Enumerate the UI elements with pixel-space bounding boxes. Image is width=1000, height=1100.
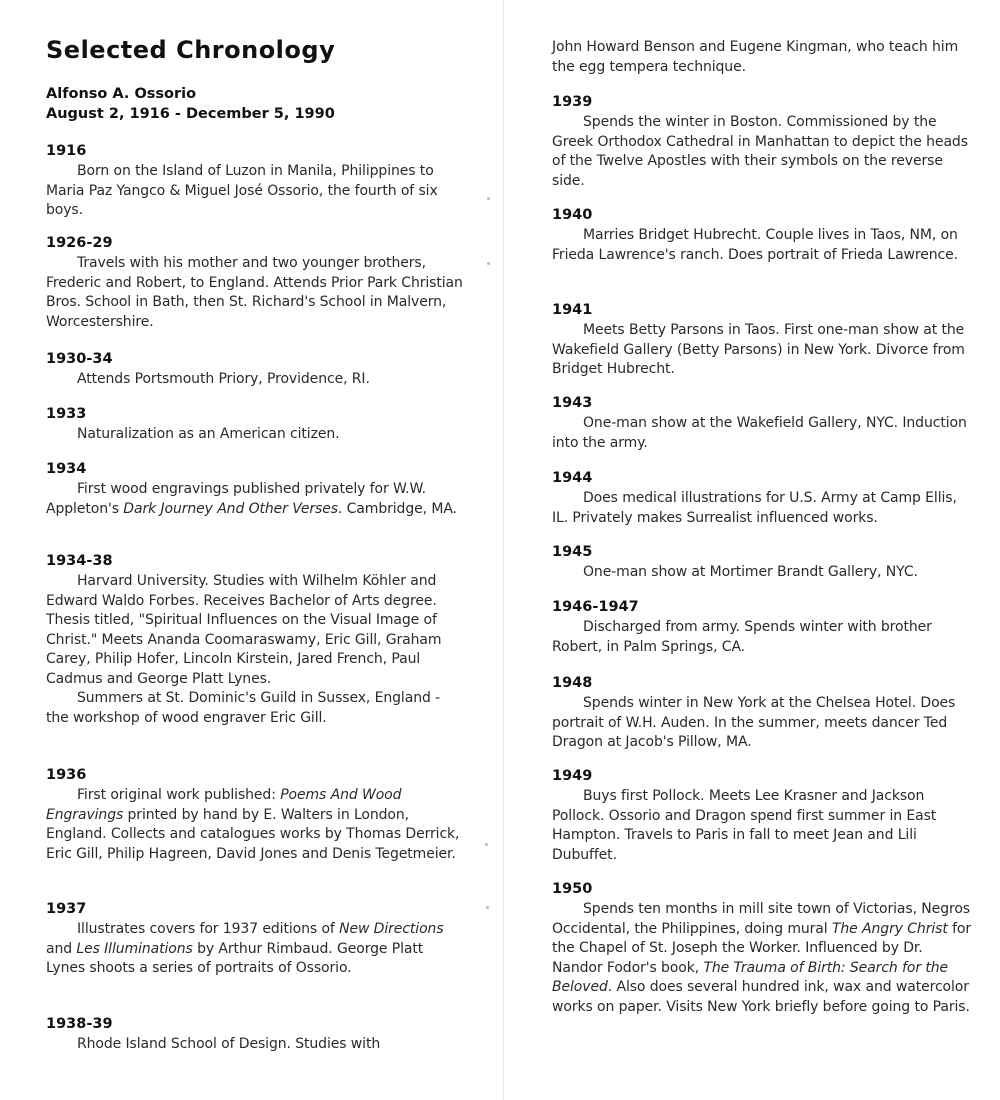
entry-text-segment: . Cambridge, MA. — [337, 500, 457, 517]
chronology-entry — [552, 394, 972, 453]
entry-text — [46, 786, 466, 864]
entry-year: 1938-39 — [46, 1016, 113, 1032]
subject-name: Alfonso A. Ossorio — [46, 86, 197, 102]
page-fold — [503, 0, 504, 1100]
entry-text — [46, 254, 466, 332]
chronology-entry — [46, 234, 466, 332]
chronology-entry — [46, 405, 466, 445]
entry-text-segment: First original work published: — [77, 787, 281, 803]
entry-text — [552, 113, 972, 191]
entry-title-italic: Poems And Wood Engravings — [46, 787, 402, 823]
entry-title-italic: New Directions — [339, 921, 444, 937]
entry-year: 1934-38 — [46, 553, 113, 569]
entry-text-segment: Naturalization as an American citizen. — [77, 426, 340, 442]
entry-text — [46, 572, 466, 689]
entry-text-segment: and — [46, 940, 77, 957]
paper-speck — [486, 906, 489, 909]
entry-text — [46, 689, 466, 728]
entry-text-segment: printed by hand by E. Walters in London, England. Collects and catalogues works by Thomas Derrick, Eric Gill, Philip Hagreen, David Jones and Denis Tegetmeier. — [46, 806, 460, 862]
entry-text-segment: Summers at St. Dominic's Guild in Sussex, England - the workshop of wood engraver Eric Gill. — [46, 690, 441, 726]
entry-year: 1945 — [552, 544, 593, 560]
entry-text-segment: for the Chapel of St. Joseph the Worker. Influenced by Dr. Nandor Fodor's book, — [552, 920, 972, 976]
entry-year: 1939 — [552, 94, 593, 110]
paper-speck — [485, 843, 488, 846]
entry-text-segment: Spends winter in New York at the Chelsea Hotel. Does portrait of W.H. Auden. In the summer, meets dancer Ted Dragon at Jacob's Pillow, MA. — [552, 695, 956, 750]
chronology-entry — [552, 38, 972, 77]
entry-text-segment: Rhode Island School of Design. Studies with — [77, 1036, 381, 1052]
entry-text-segment: Born on the Island of Luzon in Manila, Philippines to Maria Paz Yangco & Miguel José Ossorio, the fourth of six boys. — [46, 163, 438, 218]
entry-text — [46, 425, 466, 445]
chronology-entry — [552, 93, 972, 191]
entry-year: 1934 — [46, 461, 87, 477]
entry-text — [46, 1035, 466, 1055]
entry-title-italic: The Angry Christ — [831, 920, 948, 937]
chronology-entry — [552, 674, 972, 753]
entry-title-italic: Dark Journey And Other Verses — [123, 500, 338, 517]
entry-text-segment: Marries Bridget Hubrecht. Couple lives in Taos, NM, on Frieda Lawrence's ranch. Does portrait of Frieda Lawrence. — [552, 227, 958, 263]
chronology-entry — [46, 1015, 466, 1055]
chronology-entry — [552, 301, 972, 380]
entry-year: 1941 — [552, 302, 593, 318]
subject-dates: August 2, 1916 - December 5, 1990 — [46, 106, 335, 122]
entry-text-segment: First wood engravings published privately for W.W. Appleton's — [46, 481, 426, 517]
entry-text-segment: . Also does several hundred ink, wax and watercolor works on paper. Visits New York briefly before going to Paris. — [552, 979, 970, 1015]
chronology-entry — [552, 469, 972, 528]
entry-text — [552, 414, 972, 453]
entry-text — [552, 489, 972, 528]
page-title: Selected Chronology — [46, 36, 336, 64]
entry-title-italic: The Trauma of Birth: Search for the Beloved — [552, 959, 949, 995]
chronology-entry — [46, 350, 466, 390]
chronology-entry — [552, 206, 972, 265]
entry-year: 1937 — [46, 901, 87, 917]
entry-text-segment: Meets Betty Parsons in Taos. First one-man show at the Wakefield Gallery (Betty Parsons) in New York. Divorce from Bridget Hubrecht. — [552, 322, 965, 377]
entry-year: 1943 — [552, 395, 593, 411]
chronology-entry — [552, 543, 972, 583]
entry-text-segment: by Arthur Rimbaud. George Platt Lynes shoots a series of portraits of Ossorio. — [46, 940, 424, 976]
chronology-entry — [46, 460, 466, 519]
entry-text — [46, 370, 466, 390]
entry-text — [552, 900, 972, 1017]
entry-year: 1916 — [46, 143, 87, 159]
chronology-entry — [46, 900, 466, 979]
entry-year: 1936 — [46, 767, 87, 783]
chronology-entry — [552, 598, 972, 657]
entry-text — [552, 694, 972, 753]
entry-text — [552, 321, 972, 380]
paper-speck — [487, 197, 490, 200]
subject-block — [46, 84, 335, 124]
entry-year: 1926-29 — [46, 235, 113, 251]
entry-text — [552, 38, 972, 77]
entry-year: 1930-34 — [46, 351, 113, 367]
entry-text — [46, 920, 466, 979]
entry-text — [552, 618, 972, 657]
entry-text-segment: One-man show at the Wakefield Gallery, NYC. Induction into the army. — [552, 415, 967, 451]
entry-text-segment: Harvard University. Studies with Wilhelm Köhler and Edward Waldo Forbes. Receives Bachelor of Arts degree. Thesis titled, "Spiritual Influences on the Visual Image of Christ." Meets Ananda Coomaraswamy, Eric Gill, Graham Carey, Philip Hofer, Lincoln Kirstein, Jared French, Paul Cadmus and George Platt Lynes. — [46, 573, 442, 687]
entry-text-segment: Attends Portsmouth Priory, Providence, RI. — [77, 371, 370, 387]
entry-year: 1940 — [552, 207, 593, 223]
entry-text-segment: Discharged from army. Spends winter with brother Robert, in Palm Springs, CA. — [552, 619, 932, 655]
chronology-entry — [46, 766, 466, 864]
chronology-entry — [46, 552, 466, 728]
entry-year: 1949 — [552, 768, 593, 784]
entry-text — [552, 563, 972, 583]
entry-text — [46, 480, 466, 519]
paper-speck — [487, 262, 490, 265]
entry-year: 1946-1947 — [552, 599, 639, 615]
entry-year: 1948 — [552, 675, 593, 691]
entry-year: 1950 — [552, 881, 593, 897]
entry-text-segment: Buys first Pollock. Meets Lee Krasner and Jackson Pollock. Ossorio and Dragon spend first summer in East Hampton. Travels to Paris in fall to meet Jean and Lili Dubuffet. — [552, 788, 937, 863]
entry-text — [46, 162, 466, 221]
chronology-entry — [46, 142, 466, 221]
entry-year: 1944 — [552, 470, 593, 486]
entry-year: 1933 — [46, 406, 87, 422]
entry-text-segment: One-man show at Mortimer Brandt Gallery, NYC. — [583, 564, 918, 580]
chronology-entry — [552, 880, 972, 1017]
entry-text — [552, 787, 972, 865]
entry-text-segment: Illustrates covers for 1937 editions of — [77, 921, 340, 937]
entry-title-italic: Les Illuminations — [76, 940, 193, 957]
entry-text-segment: Travels with his mother and two younger brothers, Frederic and Robert, to England. Attends Prior Park Christian Bros. School in Bath, then St. Richard's School in Malvern, Worcestershire. — [46, 255, 463, 330]
chronology-entry — [552, 767, 972, 865]
entry-text-segment: Does medical illustrations for U.S. Army at Camp Ellis, IL. Privately makes Surrealist influenced works. — [552, 490, 957, 526]
entry-text-segment: Spends the winter in Boston. Commissioned by the Greek Orthodox Cathedral in Manhattan to depict the heads of the Twelve Apostles with their symbols on the reverse side. — [552, 114, 968, 189]
entry-text-segment: John Howard Benson and Eugene Kingman, who teach him the egg tempera technique. — [552, 39, 959, 75]
entry-text-segment: Spends ten months in mill site town of Victorias, Negros Occidental, the Philippines, doing mural — [552, 901, 970, 937]
entry-text — [552, 226, 972, 265]
